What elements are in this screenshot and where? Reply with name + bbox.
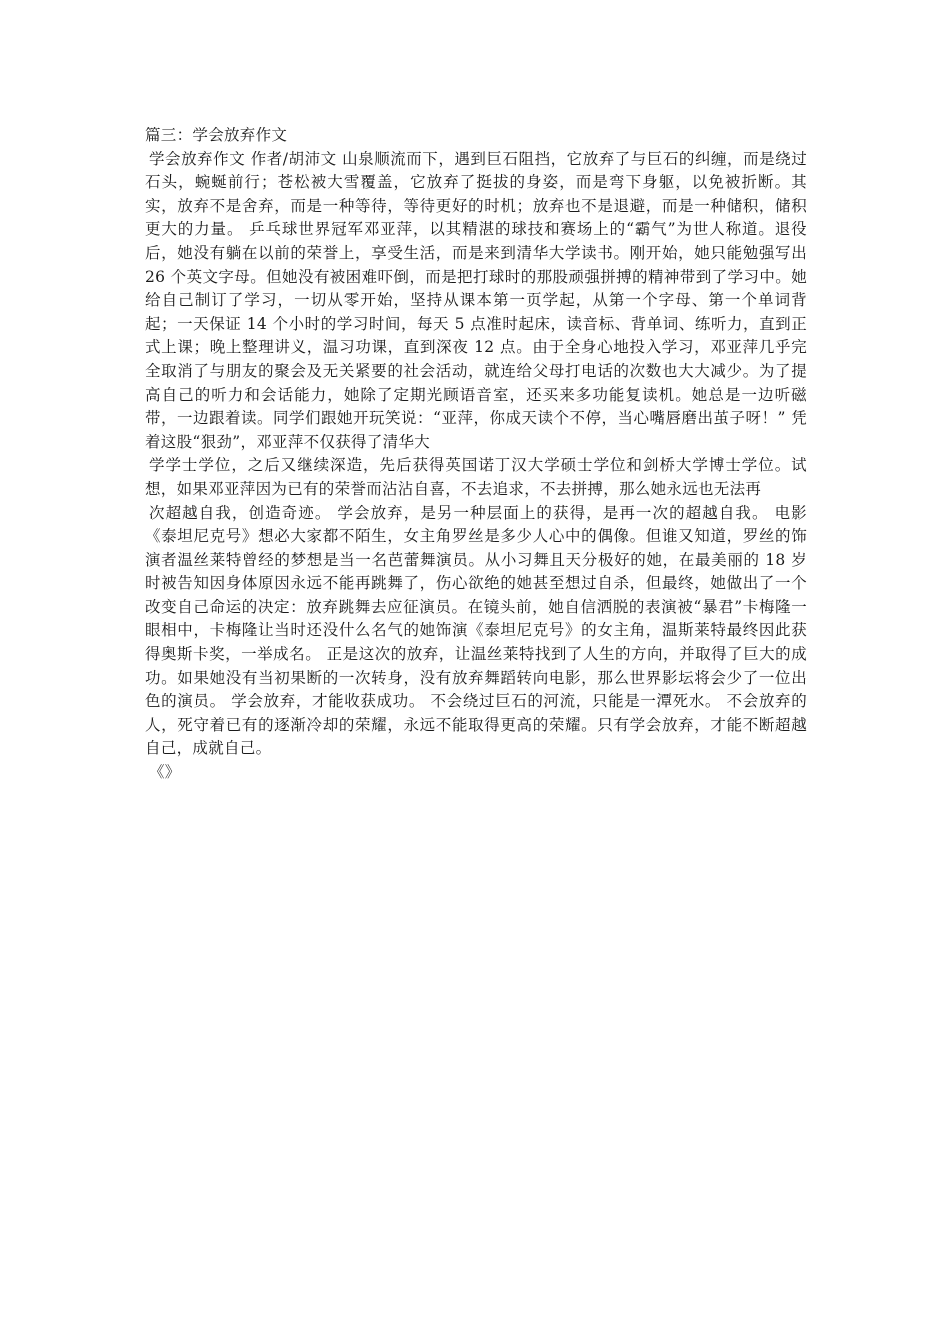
paragraph-1: 学会放弃作文 作者/胡沛文 山泉顺流而下，遇到巨石阻挡，它放弃了与巨石的纠缠，而是绕过石头，蜿蜒前行；苍松被大雪覆盖，它放弃了挺拔的身姿，而是弯下身躯，以免被折断。其实，放弃不是舍弃，而是一种等待，等待更好的时机；放弃也不是退避，而是一种储积，储积更大的力量。 乒乓球世界冠军邓亚萍，以其精湛的球技和赛场上的“霸气”为世人称道。退役后，她没有躺在以前的荣誉上，享受生活，而是来到清华大学读书。刚开始，她只能勉强写出 26 个英文字母。但她没有被困难吓倒，而是把打球时的那股顽强拼搏的精神带到了学习中。她给自己制订了学习，一切从零开始，坚持从课本第一页学起，从第一个字母、第一个单词背起；一天保证 14 个小时的学习时间，每天 5 点准时起床，读音标、背单词、练听力，直到正式上课；晚上整理讲义，温习功课，直到深夜 12 点。由于全身心地投入学习，邓亚萍几乎完全取消了与朋友的聚会及无关紧要的社会活动，就连给父母打电话的次数也大大减少。为了提高自己的听力和会话能力，她除了定期光顾语音室，还买来多功能复读机。她总是一边听磁带，一边跟着读。同学们跟她开玩笑说：“亚萍，你成天读个不停，当心嘴唇磨出茧子呀！” 凭着这股“狠劲”，邓亚萍不仅获得了清华大 [145, 149, 807, 451]
document-title: 篇三：学会放弃作文 [145, 126, 288, 144]
document-tail-marks: 《》 [149, 763, 181, 782]
document-body [145, 124, 807, 785]
paragraph-3: 次超越自我，创造奇迹。 学会放弃，是另一种层面上的获得，是再一次的超越自我。 电影《泰坦尼克号》想必大家都不陌生，女主角罗丝是多少人心中的偶像。但谁又知道，罗丝的饰演者温丝莱特曾经的梦想是当一名芭蕾舞演员。从小习舞且天分极好的她，在最美丽的 18 岁时被告知因身体原因永远不能再跳舞了，伤心欲绝的她甚至想过自杀，但最终，她做出了一个改变自己命运的决定：放弃跳舞去应征演员。在镜头前，她自信洒脱的表演被“暴君”卡梅隆一眼相中，卡梅隆让当时还没什么名气的她饰演《泰坦尼克号》的女主角，温斯莱特最终因此获得奥斯卡奖，一举成名。 正是这次的放弃，让温丝莱特找到了人生的方向，并取得了巨大的成功。如果她没有当初果断的一次转身，没有放弃舞蹈转向电影，那么世界影坛将会少了一位出色的演员。 学会放弃，才能收获成功。 不会绕过巨石的河流，只能是一潭死水。 不会放弃的人，死守着已有的逐渐冷却的荣耀，永远不能取得更高的荣耀。只有学会放弃，才能不断超越自己，成就自己。 [145, 503, 807, 758]
paragraph-2: 学学士学位，之后又继续深造，先后获得英国诺丁汉大学硕士学位和剑桥大学博士学位。试想，如果邓亚萍因为已有的荣誉而沾沾自喜，不去追求，不去拼搏，那么她永远也无法再 [145, 456, 807, 498]
